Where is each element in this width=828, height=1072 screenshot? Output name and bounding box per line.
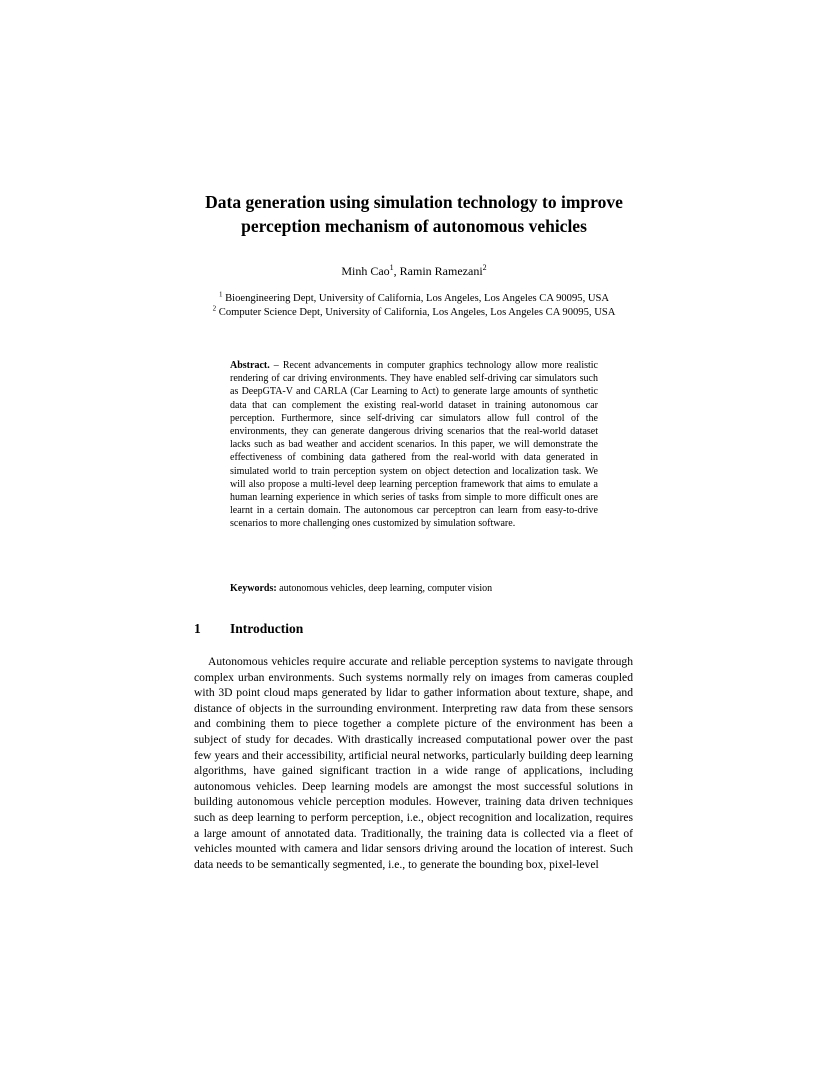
- author-name: Ramin Ramezani: [399, 264, 483, 278]
- abstract-label: Abstract.: [230, 360, 270, 371]
- affil-mark: 2: [212, 304, 217, 313]
- title-line-2: perception mechanism of autonomous vehicles: [241, 216, 587, 236]
- affil-text: Bioengineering Dept, University of California, Los Angeles, Los Angeles CA 90095, USA: [222, 293, 610, 304]
- section-title: Introduction: [230, 621, 304, 636]
- keywords-label: Keywords:: [230, 583, 277, 594]
- abstract: [230, 359, 598, 531]
- author-affil-mark: 1: [389, 263, 394, 272]
- keywords-text: autonomous vehicles, deep learning, computer vision: [276, 583, 493, 594]
- affil-mark: 1: [218, 290, 223, 299]
- author-separator: ,: [393, 264, 400, 278]
- keywords: [230, 582, 598, 595]
- paper-title: [150, 190, 678, 238]
- affiliations: [150, 292, 678, 320]
- author-name: Minh Cao: [341, 264, 390, 278]
- affiliation-line: [150, 306, 678, 320]
- author-affil-mark: 2: [482, 263, 487, 272]
- author-list: [150, 263, 678, 279]
- affiliation-line: [150, 292, 678, 306]
- affil-text: Computer Science Dept, University of California, Los Angeles, Los Angeles CA 90095, USA: [216, 307, 616, 318]
- section-heading: [194, 620, 634, 638]
- section-number: 1: [194, 621, 201, 636]
- abstract-text: – Recent advancements in computer graphics technology allow more realistic rendering of car driving environments. They have enabled self-driving car simulators such as DeepGTA-V and CARLA (Car Learning to Act) to generate large amounts of synthetic data that can complement the existing real-world dataset in training autonomous car perception. Furthermore, since self-driving car simulators allow full control of the environments, they can generate dangerous driving scenarios that the real-world dataset lacks such as bad weather and accident scenarios. In this paper, we will demonstrate the effectiveness of combining data gathered from the real-world with data generated in simulated world to train perception system on object detection and localization task. We will also propose a multi-level deep learning perception framework that aims to emulate a human learning experience in which series of tasks from simple to more difficult ones are learnt in a certain domain. The autonomous car perceptron can learn from easy-to-drive scenarios to more challenging ones customized by simulation software.: [230, 360, 598, 530]
- title-line-1: Data generation using simulation technology to improve: [205, 192, 623, 212]
- intro-paragraph: Autonomous vehicles require accurate and reliable perception systems to navigate through complex urban environments. Such systems normally rely on images from cameras coupled with 3D point cloud maps generated by lidar to gather information about texture, shape, and distance of objects in the surrounding environment. Interpreting raw data from these sensors and combining them to piece together a complete picture of the environment has been a subject of study for decades. With drastically increased computational power over the past few years and their accessibility, artificial neural networks, particularly building deep learning algorithms, have gained significant traction in a wide range of applications, including autonomous vehicles. Deep learning models are amongst the most successful solutions in building autonomous vehicle perception modules. However, training data driven techniques such as deep learning to perform perception, i.e., object recognition and localization, requires a large amount of annotated data. Traditionally, the training data is collected via a fleet of vehicles mounted with camera and lidar sensors driving around the location of interest. Such data needs to be semantically segmented, i.e., to generate the bounding box, pixel-level: [194, 655, 633, 871]
